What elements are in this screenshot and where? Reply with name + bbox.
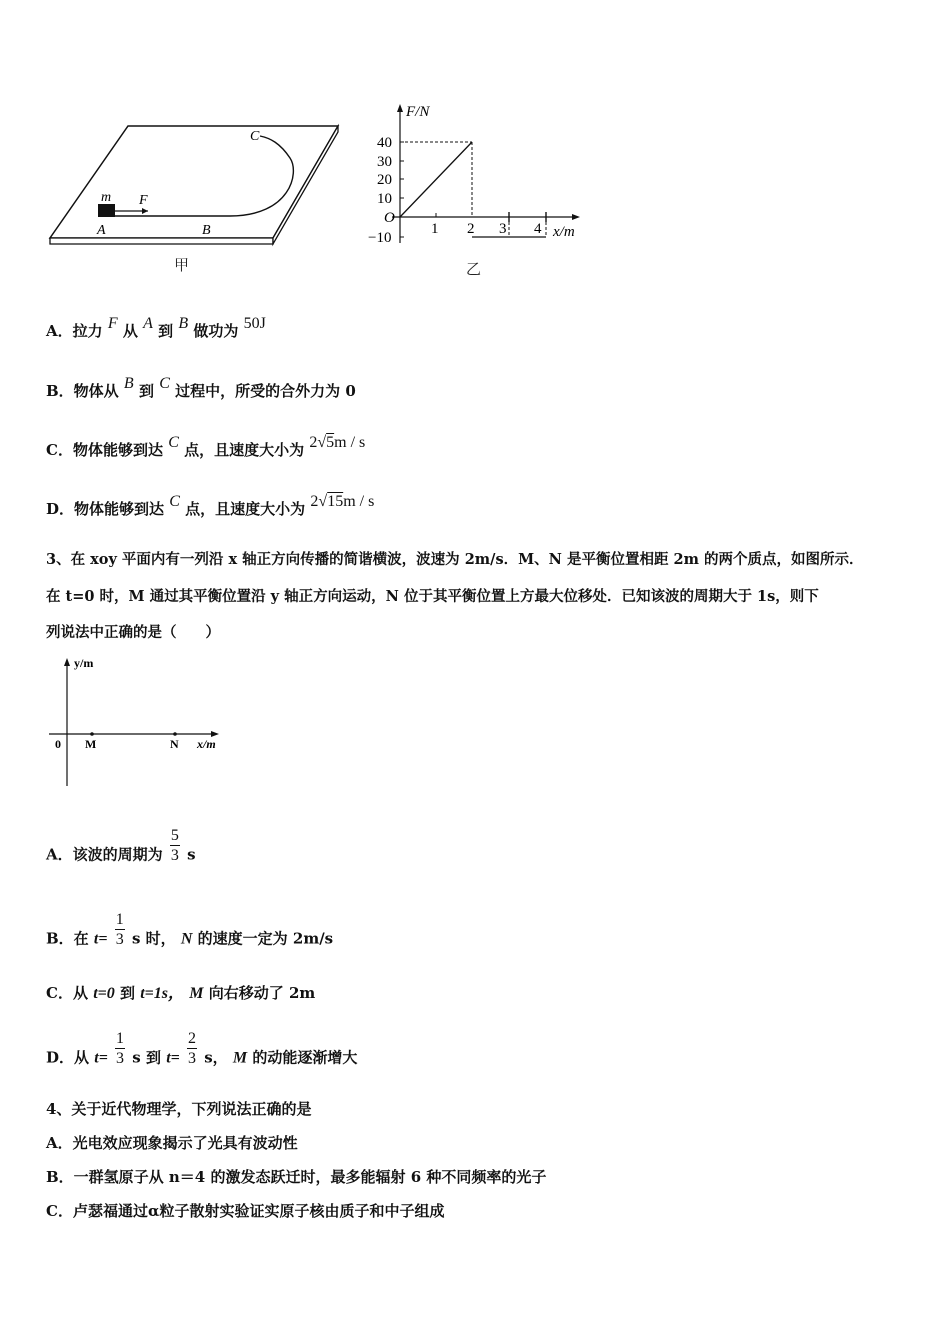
x-tick-3: 3	[499, 221, 507, 237]
x-axis-label: x/m	[553, 224, 575, 240]
q3-stem-line1: 3、在 xoy 平面内有一列沿 x 轴正方向传播的简谐横波，波速为 2m/s．M、N 是平衡位置相距 2m 的两个质点，如图所示．	[46, 551, 864, 568]
x-tick-4: 4	[534, 221, 542, 237]
q3-option-d: D．从 t= $\frac{1}{3}$ s 到 t= $\frac{2}{3}$ s， M 的动能逐渐增大	[46, 1030, 358, 1067]
block-m	[98, 204, 115, 217]
q4-option-a: A．光电效应现象揭示了光具有波动性	[46, 1134, 298, 1152]
label-A: A	[97, 223, 106, 238]
q3-stem-line2: 在 t=0 时，M 通过其平衡位置沿 y 轴正方向运动，N 位于其平衡位置上方最大位移处．已知该波的周期大于 1s，则下	[46, 588, 819, 605]
label-C: C	[250, 129, 260, 144]
y-tick-30: 30	[377, 154, 392, 170]
q3-option-c: C．从 t=0 到 t=1s， M 向右移动了 2m	[46, 984, 316, 1002]
caption-jia: 甲	[174, 256, 190, 274]
y-tick-10: 10	[377, 191, 392, 207]
q4-option-b: B．一群氢原子从 n＝4 的激发态跃迁时，最多能辐射 6 种不同频率的光子	[46, 1168, 547, 1186]
x-tick-2: 2	[467, 221, 475, 237]
fraction-1-3-d: $\frac{1}{3}$	[116, 1030, 125, 1067]
q3-stem-line3: 列说法中正确的是（ ）	[46, 624, 220, 641]
q3-option-a: A．该波的周期为 $\frac{5}{3}$ s	[46, 827, 196, 864]
label-m: m	[101, 190, 112, 205]
figure-force-graph	[362, 100, 592, 260]
figure-incline-track	[45, 118, 345, 278]
q2-option-a: A．拉力 F 从 A 到 B 做功为 50J	[46, 315, 266, 340]
fraction-2-3-d: $\frac{2}{3}$	[187, 1030, 196, 1067]
q3-option-b: B．在 t= $\frac{1}{3}$ s 时， N 的速度一定为 2m/s	[46, 911, 334, 948]
figure-wave-axes	[45, 652, 230, 792]
point-N	[173, 732, 177, 736]
y-axis-label: F/N	[406, 104, 430, 120]
fraction-5-3: $\frac{5}{3}$	[170, 827, 179, 864]
wave-y-label: y/m	[74, 656, 94, 670]
y-tick-40: 40	[377, 135, 392, 151]
q2-option-c: C．物体能够到达 C 点，且速度大小为 2√5m / s	[46, 434, 366, 459]
origin-label: O	[384, 210, 395, 226]
x-tick-1: 1	[431, 221, 439, 237]
wave-x-label: x/m	[197, 737, 216, 751]
wave-origin: 0	[55, 737, 61, 751]
q2-option-d: D．物体能够到达 C 点，且速度大小为 2√15m / s	[46, 493, 375, 518]
wave-N-label: N	[170, 737, 179, 751]
caption-yi: 乙	[466, 260, 482, 278]
label-B: B	[202, 223, 211, 238]
fraction-1-3: $\frac{1}{3}$	[115, 911, 124, 948]
wave-M-label: M	[85, 737, 97, 751]
label-F: F	[139, 193, 148, 208]
q4-stem: 4、关于近代物理学，下列说法正确的是	[46, 1100, 312, 1118]
y-tick-neg10: −10	[368, 230, 392, 246]
y-tick-20: 20	[377, 172, 392, 188]
point-M	[90, 732, 94, 736]
q4-option-c: C．卢瑟福通过α粒子散射实验证实原子核由质子和中子组成	[46, 1202, 445, 1220]
q2-option-b: B．物体从 B 到 C 过程中，所受的合外力为 0	[46, 375, 356, 400]
